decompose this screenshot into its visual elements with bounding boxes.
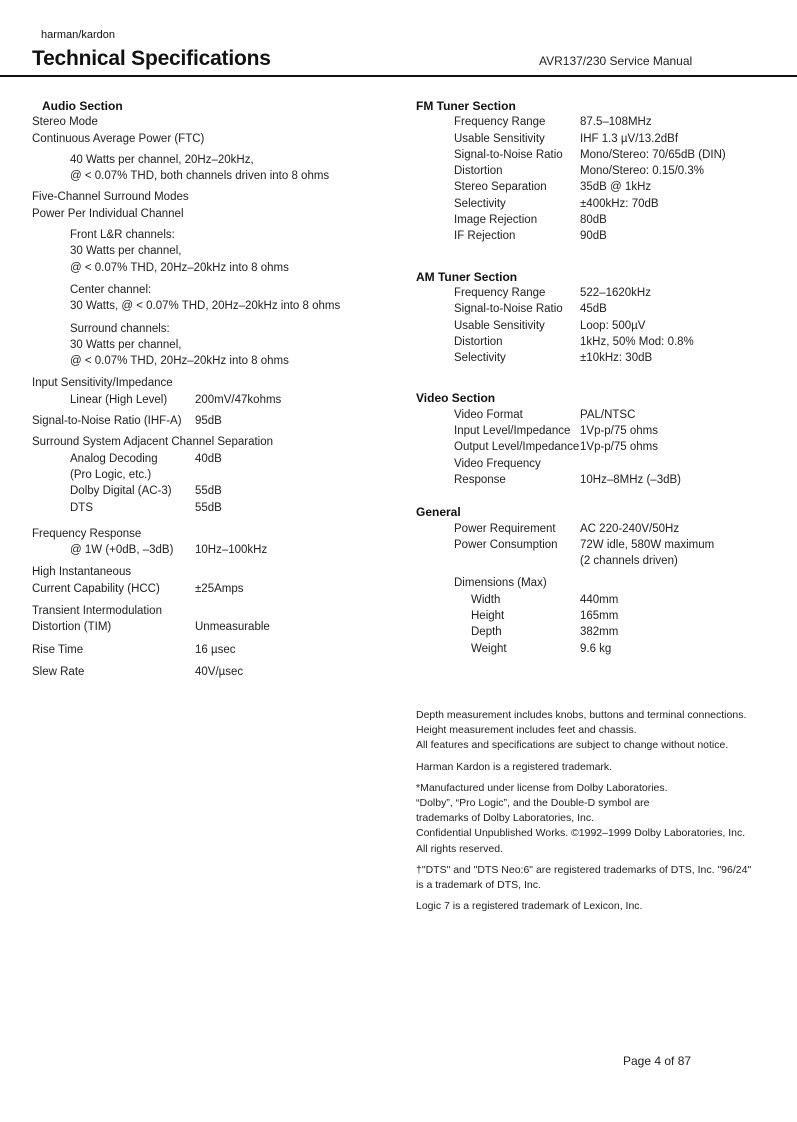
stereo-mode-label: Stereo Mode	[32, 116, 98, 129]
note-dts-1: †"DTS" and "DTS Neo:6" are registered trademarks of DTS, Inc. "96/24"	[416, 863, 752, 876]
dolby-value: 55dB	[195, 485, 222, 498]
am-row	[416, 350, 776, 366]
fm-label: Distortion	[454, 165, 503, 178]
dimensions-row	[416, 575, 776, 591]
video-freq-row-1	[416, 456, 776, 472]
fm-row	[416, 228, 776, 244]
fm-value: Mono/Stereo: 70/65dB (DIN)	[580, 148, 726, 161]
fm-value: 87.5–108MHz	[580, 116, 652, 129]
five-channel-label: Five-Channel Surround Modes	[32, 191, 189, 204]
video-freq-label-1: Video Frequency	[454, 457, 541, 470]
dolby-row	[32, 483, 392, 499]
audio-section	[32, 98, 392, 680]
linear-value: 200mV/47kohms	[195, 393, 282, 406]
analog-label: Analog Decoding	[70, 452, 158, 465]
dolby-label: Dolby Digital (AC-3)	[70, 485, 172, 498]
video-freq-row-2	[416, 472, 776, 488]
fm-row	[416, 163, 776, 179]
page-title: Technical Specifications	[32, 47, 271, 70]
dim-label: Depth	[471, 626, 502, 639]
stereo-power-line-1: 40 Watts per channel, 20Hz–20kHz,	[70, 153, 254, 166]
audio-section-title: Audio Section	[42, 99, 123, 113]
am-row	[416, 301, 776, 317]
dim-label: Width	[471, 593, 501, 606]
dim-row	[416, 592, 776, 608]
front-channels-line-2: @ < 0.07% THD, 20Hz–20kHz into 8 ohms	[70, 261, 289, 274]
page-number: Page 4 of 87	[623, 1054, 692, 1068]
video-input-row	[416, 423, 776, 439]
analog-row	[32, 451, 392, 467]
snr-label: Signal-to-Noise Ratio (IHF-A)	[32, 415, 182, 428]
analog-sub-label: (Pro Logic, etc.)	[70, 468, 152, 481]
power-cons-value-1: 72W idle, 580W maximum	[580, 538, 715, 551]
front-channels-line-1: 30 Watts per channel,	[70, 245, 182, 258]
snr-value: 95dB	[195, 415, 222, 428]
dim-value: 9.6 kg	[580, 642, 612, 655]
video-input-value: 1Vp-p/75 ohms	[580, 425, 658, 438]
dim-row	[416, 641, 776, 657]
hcc-label-1: High Instantaneous	[32, 566, 132, 579]
freq-response-value: 10Hz–100kHz	[195, 544, 268, 557]
power-cons-row	[416, 537, 776, 553]
rise-time-row	[32, 642, 392, 658]
am-label: Selectivity	[454, 352, 506, 365]
note-dolby-4: Confidential Unpublished Works. ©1992–1999 Dolby Laboratories, Inc.	[416, 827, 746, 840]
hcc-label-2: Current Capability (HCC)	[32, 582, 160, 595]
note-height: Height measurement includes feet and chassis.	[416, 724, 637, 737]
am-label: Distortion	[454, 335, 503, 348]
fm-section-title: FM Tuner Section	[416, 99, 516, 113]
video-format-label: Video Format	[454, 408, 523, 421]
fm-label: Signal-to-Noise Ratio	[454, 148, 563, 161]
brand-logo-text: harman/kardon	[41, 29, 115, 41]
note-subject: All features and specifications are subject to change without notice.	[416, 739, 729, 752]
note-dolby-3: trademarks of Dolby Laboratories, Inc.	[416, 812, 594, 825]
fm-label: Image Rejection	[454, 214, 538, 227]
linear-row	[32, 392, 392, 408]
fm-row	[416, 114, 776, 130]
slew-rate-value: 40V/µsec	[195, 665, 244, 678]
input-sensitivity-label: Input Sensitivity/Impedance	[32, 377, 173, 390]
manual-title: AVR137/230 Service Manual	[539, 54, 693, 68]
power-cons-value-2: (2 channels driven)	[580, 555, 678, 568]
video-format-row	[416, 407, 776, 423]
snr-row	[32, 413, 392, 429]
slew-rate-row	[32, 664, 392, 680]
dim-value: 165mm	[580, 610, 619, 623]
slew-rate-label: Slew Rate	[32, 665, 85, 678]
am-label: Frequency Range	[454, 286, 546, 299]
fm-value: ±400kHz: 70dB	[580, 197, 659, 210]
dim-row	[416, 624, 776, 640]
video-freq-value: 10Hz–8MHz (–3dB)	[580, 473, 681, 486]
am-value: ±10kHz: 30dB	[580, 352, 653, 365]
tim-label-1: Transient Intermodulation	[32, 605, 162, 618]
fm-value: Mono/Stereo: 0.15/0.3%	[580, 165, 705, 178]
power-cons-row-2	[416, 553, 776, 569]
fm-value: IHF 1.3 µV/13.2dBf	[580, 132, 679, 145]
fm-label: Frequency Range	[454, 116, 546, 129]
dim-row	[416, 608, 776, 624]
video-section-title: Video Section	[416, 391, 496, 406]
right-column	[416, 98, 776, 657]
am-label: Signal-to-Noise Ratio	[454, 303, 563, 316]
rise-time-label: Rise Time	[32, 643, 84, 656]
fm-value: 90dB	[580, 230, 607, 243]
footnotes	[416, 708, 756, 914]
fm-row	[416, 212, 776, 228]
separation-label: Surround System Adjacent Channel Separation	[32, 436, 274, 449]
surround-channels-label: Surround channels:	[70, 322, 170, 335]
fm-row	[416, 196, 776, 212]
video-output-value: 1Vp-p/75 ohms	[580, 441, 658, 454]
front-channels-label: Front L&R channels:	[70, 229, 175, 242]
dts-label: DTS	[70, 501, 93, 514]
linear-label: Linear (High Level)	[70, 393, 168, 406]
fm-label: Selectivity	[454, 197, 506, 210]
stereo-power-line-2: @ < 0.07% THD, both channels driven into 8 ohms	[70, 170, 330, 183]
fm-value: 35dB @ 1kHz	[580, 181, 652, 194]
video-freq-label-2: Response	[454, 473, 506, 486]
dim-value: 382mm	[580, 626, 619, 639]
dim-label: Weight	[471, 642, 507, 655]
am-section-title: AM Tuner Section	[416, 269, 518, 284]
tim-label-2: Distortion (TIM)	[32, 621, 112, 634]
fm-label: Usable Sensitivity	[454, 132, 545, 145]
video-input-label: Input Level/Impedance	[454, 425, 571, 438]
am-value: Loop: 500µV	[580, 319, 646, 332]
power-cons-label: Power Consumption	[454, 538, 558, 551]
am-value: 45dB	[580, 303, 607, 316]
am-value: 522–1620kHz	[580, 286, 651, 299]
fm-row	[416, 179, 776, 195]
rise-time-value: 16 µsec	[195, 643, 236, 656]
header-rule	[0, 75, 797, 77]
note-depth: Depth measurement includes knobs, buttons and terminal connections.	[416, 709, 747, 721]
freq-condition-label: @ 1W (+0dB, –3dB)	[70, 544, 174, 557]
surround-channels-line-1: 30 Watts per channel,	[70, 338, 182, 351]
center-channel-line-1: 30 Watts, @ < 0.07% THD, 20Hz–20kHz into 8 ohms	[70, 300, 341, 313]
center-channel-label: Center channel:	[70, 283, 152, 296]
note-logic7: Logic 7 is a registered trademark of Lexicon, Inc.	[416, 900, 643, 913]
video-format-value: PAL/NTSC	[580, 408, 636, 421]
am-row	[416, 285, 776, 301]
surround-channels-line-2: @ < 0.07% THD, 20Hz–20kHz into 8 ohms	[70, 355, 289, 368]
note-dolby-5: All rights reserved.	[416, 842, 503, 855]
continuous-power-label: Continuous Average Power (FTC)	[32, 132, 205, 145]
power-req-row	[416, 521, 776, 537]
note-dolby-2: “Dolby”, “Pro Logic”, and the Double-D symbol are	[416, 797, 650, 810]
tim-value: Unmeasurable	[195, 621, 270, 634]
note-dolby-1: *Manufactured under license from Dolby Laboratories.	[416, 781, 668, 794]
dts-value: 55dB	[195, 501, 222, 514]
fm-label: IF Rejection	[454, 230, 516, 243]
am-label: Usable Sensitivity	[454, 319, 545, 332]
hcc-row	[32, 581, 392, 597]
am-row	[416, 318, 776, 334]
power-req-value: AC 220-240V/50Hz	[580, 522, 680, 535]
am-row	[416, 334, 776, 350]
dimensions-label: Dimensions (Max)	[454, 577, 547, 590]
dim-value: 440mm	[580, 593, 619, 606]
note-dts-2: is a trademark of DTS, Inc.	[416, 879, 541, 892]
power-req-label: Power Requirement	[454, 522, 556, 535]
dim-label: Height	[471, 610, 505, 623]
freq-response-label: Frequency Response	[32, 527, 142, 540]
video-output-row	[416, 439, 776, 455]
analog-value: 40dB	[195, 452, 222, 465]
fm-row	[416, 147, 776, 163]
video-output-label: Output Level/Impedance	[454, 441, 580, 454]
tim-row	[32, 619, 392, 635]
fm-value: 80dB	[580, 214, 607, 227]
am-value: 1kHz, 50% Mod: 0.8%	[580, 335, 694, 348]
hcc-value: ±25Amps	[195, 582, 244, 595]
dts-row	[32, 500, 392, 516]
general-section-title: General	[416, 505, 461, 520]
note-harman: Harman Kardon is a registered trademark.	[416, 760, 613, 773]
freq-response-row	[32, 542, 392, 558]
fm-row	[416, 131, 776, 147]
fm-label: Stereo Separation	[454, 181, 547, 194]
power-per-channel-label: Power Per Individual Channel	[32, 207, 184, 220]
